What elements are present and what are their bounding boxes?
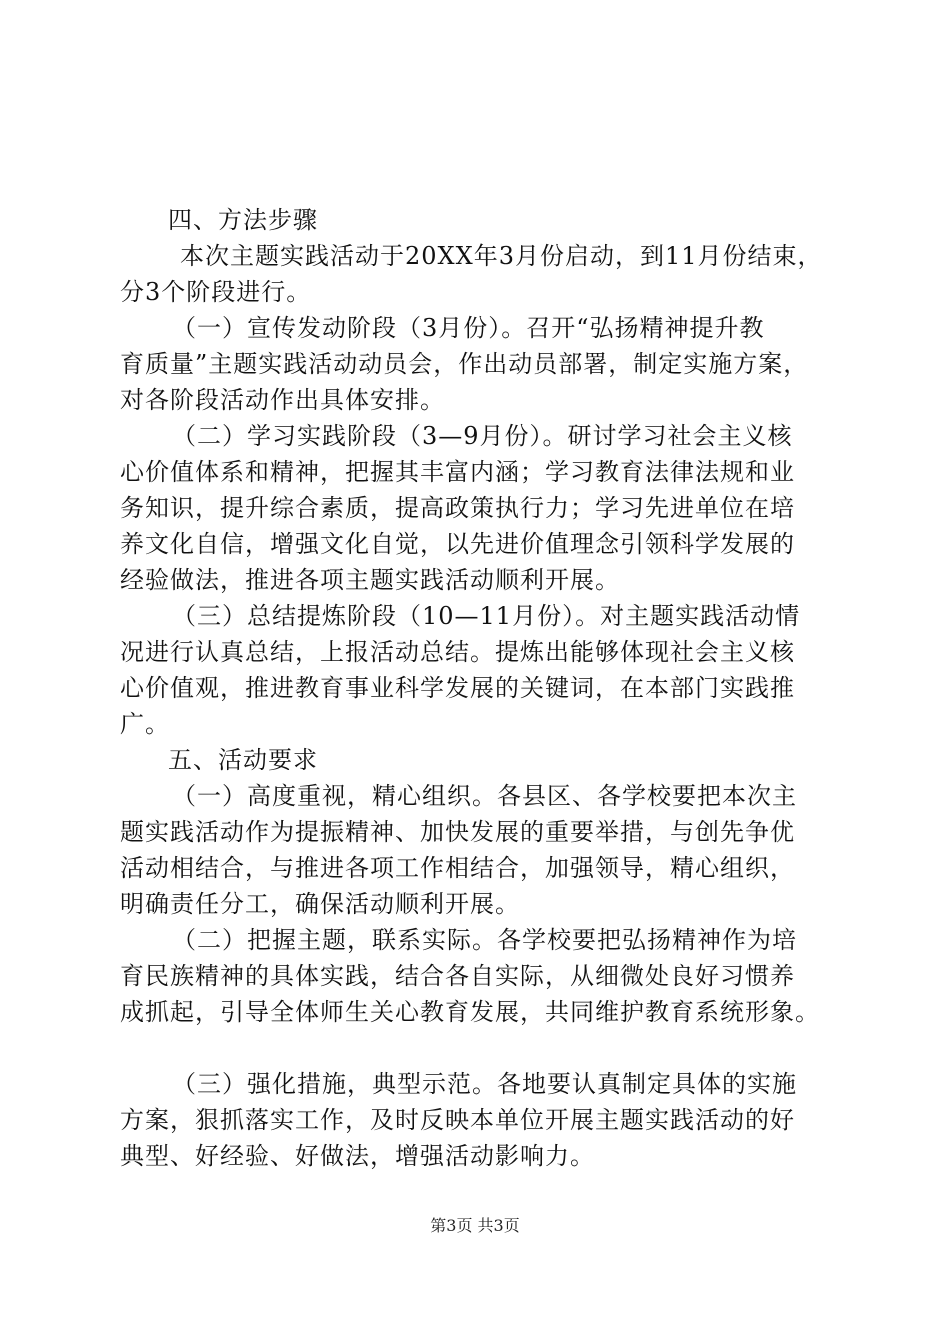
paragraph-line: （三）总结提炼阶段（10—11月份）。对主题实践活动情 <box>172 602 801 630</box>
paragraph-line: 本次主题实践活动于20XX年3月份启动，到11月份结束， <box>180 242 823 270</box>
paragraph-line: 心价值观，推进教育事业科学发展的关键词，在本部门实践推 <box>120 674 795 702</box>
section-heading-requirements: 五、活动要求 <box>168 746 318 774</box>
paragraph-line: 方案，狠抓落实工作，及时反映本单位开展主题实践活动的好 <box>120 1106 795 1134</box>
page-number-footer: 第3页 共3页 <box>430 1216 520 1235</box>
paragraph-line: 心价值体系和精神，把握其丰富内涵；学习教育法律法规和业 <box>120 458 795 486</box>
section-heading-methods: 四、方法步骤 <box>168 206 318 234</box>
paragraph-line: （二）把握主题，联系实际。各学校要把弘扬精神作为培 <box>172 926 797 954</box>
paragraph-line: （一）宣传发动阶段（3月份）。召开“弘扬精神提升教 <box>172 314 765 342</box>
paragraph-line: 题实践活动作为提振精神、加快发展的重要举措，与创先争优 <box>120 818 795 846</box>
paragraph-line: 广。 <box>120 710 170 738</box>
paragraph-line: 务知识，提升综合素质，提高政策执行力；学习先进单位在培 <box>120 494 795 522</box>
paragraph-line: 对各阶段活动作出具体安排。 <box>120 386 445 414</box>
paragraph-line: （一）高度重视，精心组织。各县区、各学校要把本次主 <box>172 782 797 810</box>
paragraph-line: 育民族精神的具体实践，结合各自实际，从细微处良好习惯养 <box>120 962 795 990</box>
paragraph-line: 典型、好经验、好做法，增强活动影响力。 <box>120 1142 595 1170</box>
paragraph-line: 分3个阶段进行。 <box>120 278 312 306</box>
paragraph-line: 养文化自信，增强文化自觉，以先进价值理念引领科学发展的 <box>120 530 795 558</box>
paragraph-line: 成抓起，引导全体师生关心教育发展，共同维护教育系统形象。 <box>120 998 820 1026</box>
paragraph-line: （三）强化措施，典型示范。各地要认真制定具体的实施 <box>172 1070 797 1098</box>
paragraph-line: （二）学习实践阶段（3—9月份）。研讨学习社会主义核 <box>172 422 793 450</box>
paragraph-line: 经验做法，推进各项主题实践活动顺利开展。 <box>120 566 620 594</box>
paragraph-line: 明确责任分工，确保活动顺利开展。 <box>120 890 520 918</box>
paragraph-line: 况进行认真总结，上报活动总结。提炼出能够体现社会主义核 <box>120 638 795 666</box>
paragraph-line: 活动相结合，与推进各项工作相结合，加强领导，精心组织， <box>120 854 795 882</box>
paragraph-line: 育质量”主题实践活动动员会，作出动员部署，制定实施方案， <box>120 350 809 378</box>
